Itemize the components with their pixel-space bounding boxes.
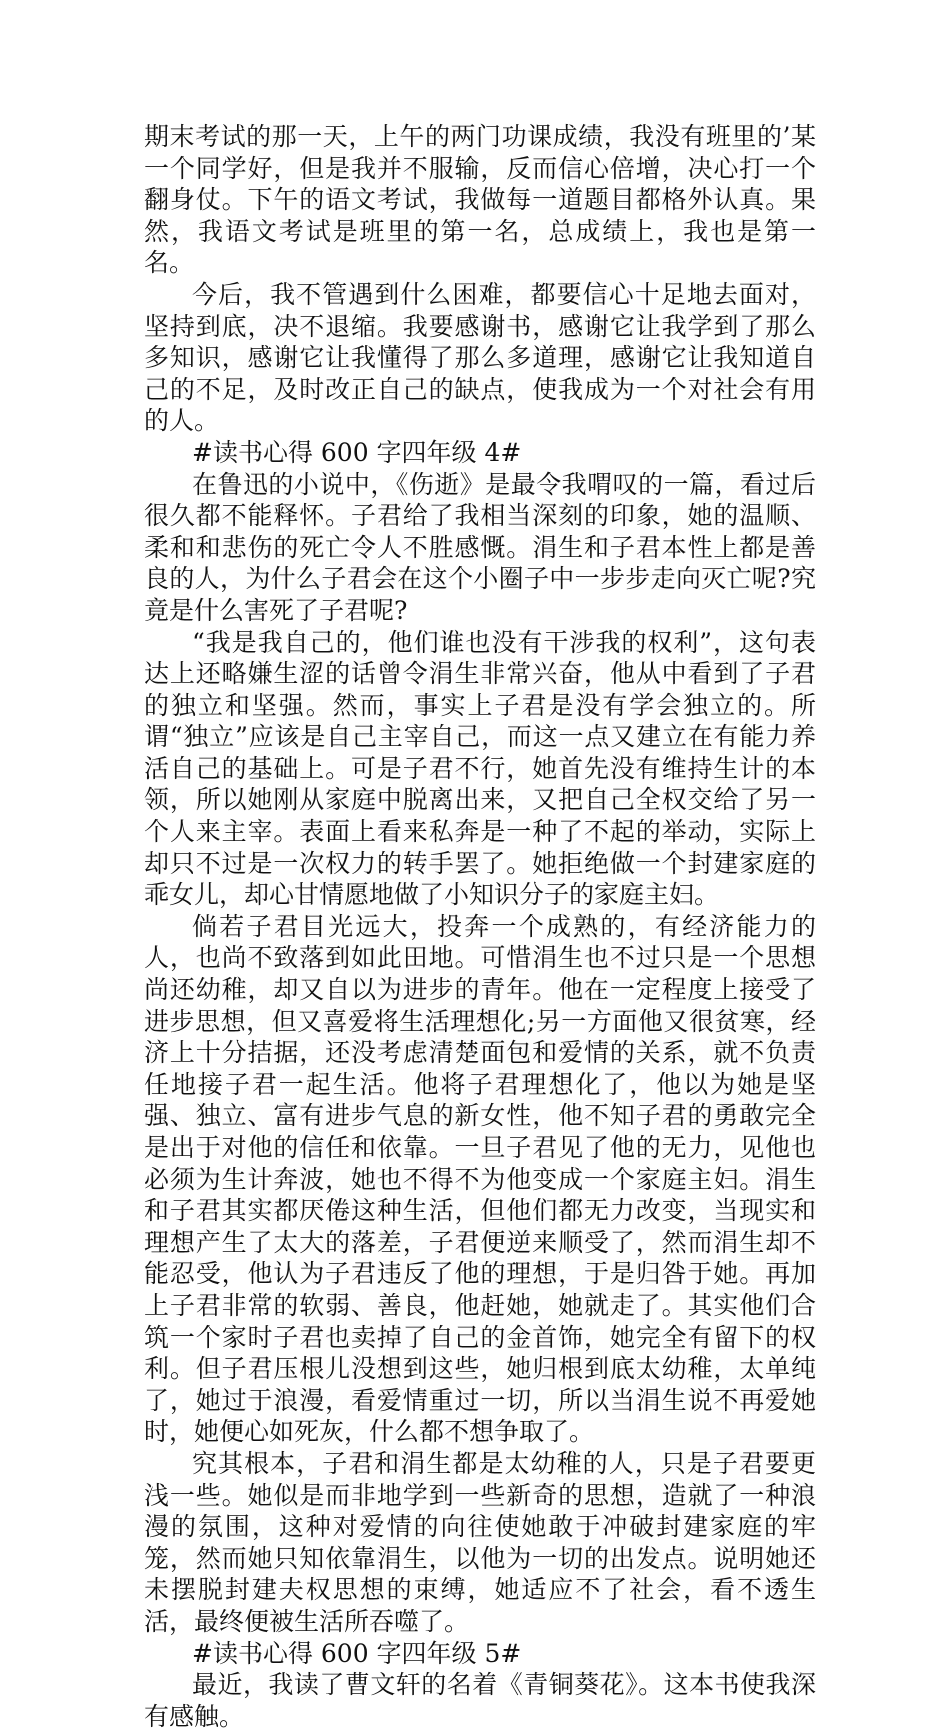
document-body — [144, 121, 816, 1732]
paragraph: 最近，我读了曹文轩的名着《青铜葵花》。这本书使我深有感触。 — [144, 1670, 816, 1731]
paragraph: “我是我自己的，他们谁也没有干涉我的权利”，这句表达上还略嫌生涩的话曾令涓生非常兴奋，他从中看到了子君的独立和坚强。然而，事实上子君是没有学会独立的。所谓“独立”应该是自己主宰自己，而这一点又建立在有能力养活自己的基础上。可是子君不行，她首先没有维持生计的本领，所以她刚从家庭中脱离出来，又把自己全权交给了另一个人来主宰。表面上看来私奔是一种了不起的举动，实际上却只不过是一次权力的转手罢了。她拒绝做一个封建家庭的乖女儿，却心甘情愿地做了小知识分子的家庭主妇。 — [144, 627, 816, 910]
paragraph: 今后，我不管遇到什么困难，都要信心十足地去面对，坚持到底，决不退缩。我要感谢书，感谢它让我学到了那么多知识，感谢它让我懂得了那么多道理，感谢它让我知道自己的不足，及时改正自己的缺点，使我成为一个对社会有用的人。 — [144, 279, 816, 436]
paragraph: 究其根本，子君和涓生都是太幼稚的人，只是子君要更浅一些。她似是而非地学到一些新奇的思想，造就了一种浪漫的氛围，这种对爱情的向往使她敢于冲破封建家庭的牢笼，然而她只知依靠涓生，以他为一切的出发点。说明她还未摆脱封建夫权思想的束缚，她适应不了社会，看不透生活，最终便被生活所吞噬了。 — [144, 1448, 816, 1636]
paragraph: 倘若子君目光远大，投奔一个成熟的，有经济能力的人，也尚不致落到如此田地。可惜涓生也不过只是一个思想尚还幼稚，却又自以为进步的青年。他在一定程度上接受了进步思想，但又喜爱将生活理想化;另一方面他又很贫寒，经济上十分拮据，还没考虑清楚面包和爱情的关系，就不负责任地接子君一起生活。他将子君理想化了，他以为她是坚强、独立、富有进步气息的新女性，他不知子君的勇敢完全是出于对他的信任和依靠。一旦子君见了他的无力，见他也必须为生计奔波，她也不得不为他变成一个家庭主妇。涓生和子君其实都厌倦这种生活，但他们都无力改变，当现实和理想产生了太大的落差，子君便逆来顺受了，然而涓生却不能忍受，他认为子君违反了他的理想，于是归咎于她。再加上子君非常的软弱、善良，他赶她，她就走了。其实他们合筑一个家时子君也卖掉了自己的金首饰，她完全有留下的权利。但子君压根儿没想到这些，她归根到底太幼稚，太单纯了，她过于浪漫，看爱情重过一切，所以当涓生说不再爱她时，她便心如死灰，什么都不想争取了。 — [144, 911, 816, 1447]
paragraph-continued: 期末考试的那一天，上午的两门功课成绩，我没有班里的’某一个同学好，但是我并不服输，反而信心倍增，决心打一个翻身仗。下午的语文考试，我做每一道题目都格外认真。果然，我语文考试是班里的第一名，总成绩上，我也是第一名。 — [144, 122, 816, 278]
section-heading: #读书心得 600 字四年级 4# — [192, 437, 522, 467]
paragraph: 在鲁迅的小说中，《伤逝》是最令我喟叹的一篇，看过后很久都不能释怀。子君给了我相当深刻的印象，她的温顺、柔和和悲伤的死亡令人不胜感慨。涓生和子君本性上都是善良的人，为什么子君会在这个小圈子中一步步走向灭亡呢?究竟是什么害死了子君呢? — [144, 469, 816, 625]
section-heading: #读书心得 600 字四年级 5# — [192, 1638, 522, 1668]
